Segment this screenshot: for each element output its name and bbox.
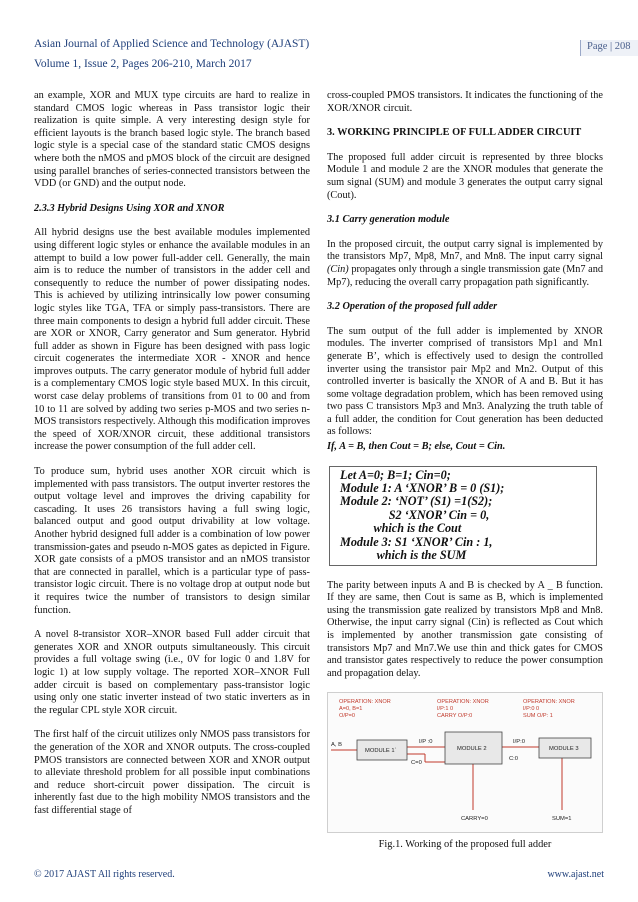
paragraph: All hybrid designs use the best available modules implemented using different logic styles or enhance the available modules in an attempt to build a low power full-adder cell. Generally, the main aim is to reduce the number of transistors in the adder cell and consequently to reduce the number of power dissipating nodes. This is achieved by utilizing intrinsically low power consuming logic styles like TGA, TFA or simply pass-transistors. There are three main components to design a hybrid full adder circuit. These are XOR or XNOR, Carry generator and Sum generator. Hybrid full adder as shown in Figure has been designed with pass logic circuit cogenerates the intermediate XOR - XNOR and hence improves outputs. The carry generator module of hybrid full adder is a complementary CMOS logic style based MUX. In this circuit, worst case delay problems of transitions from 01 to 00 and from 10 to 11 are solved by adding two series p-MOS and two series n-MOS transistors respectively. Although this modification improves the speed of XOR/XNOR circuit, these additional transistors increase the power consumption of the full adder cell.	[34, 227, 310, 453]
op1-line: O/P=0	[339, 713, 356, 720]
code-line: Module 2: ‘NOT’ (S1) =1(S2);	[340, 494, 493, 509]
full-adder-figure	[327, 692, 603, 833]
module2-label: MODULE 2	[457, 746, 487, 753]
logic-example-box	[329, 466, 597, 566]
op2-line: OPERATION: XNOR	[437, 699, 489, 706]
wire-label: C=0	[411, 760, 422, 767]
code-line: S2 ‘XNOR’ Cin = 0,	[340, 507, 490, 522]
paragraph: cross-coupled PMOS transistors. It indicates the functioning of the XOR/XNOR circuit.	[327, 90, 603, 114]
text-emphasis: (Cin)	[327, 263, 349, 275]
paragraph: The proposed full adder circuit is represented by three blocks Module 1 and module 2 are the XNOR modules that generate the sum signal (SUM) and module 3 generates the output carry signal (Cout).	[327, 151, 603, 201]
paragraph: The first half of the circuit utilizes only NMOS pass transistors for the generation of the XOR and XNOR outputs. The cross-coupled PMOS transistors are connected between XOR and XNOR output to alleviate threshold problem for all possible input combinations and reduce short-circuit power dissipation. The circuit is inherently fast due to the high mobility NMOS transistors and the fast differential stage of	[34, 729, 310, 816]
wire-label: I/P :0	[419, 739, 433, 746]
figure-caption: Fig.1. Working of the proposed full adder	[378, 839, 552, 851]
section-heading-2-3-3: 2.3.3 Hybrid Designs Using XOR and XNOR	[34, 202, 225, 214]
section-heading-3-1: 3.1 Carry generation module	[327, 214, 450, 226]
paragraph	[327, 239, 603, 289]
code-line: which is the SUM	[340, 548, 467, 563]
module3-label: MODULE 3	[549, 746, 579, 753]
section-heading-3: 3. WORKING PRINCIPLE OF FULL ADDER CIRCUIT	[327, 127, 582, 139]
page-number: Page | 208	[580, 40, 638, 56]
volume-info: Volume 1, Issue 2, Pages 206-210, March 2017	[34, 58, 252, 70]
op3-line: I/P:0 0	[523, 706, 540, 713]
block-diagram	[327, 692, 603, 833]
wire-label: I/P:0	[513, 739, 525, 746]
code-line: which is the Cout	[340, 521, 462, 536]
code-line: Module 1: A ‘XNOR’ B = 0 (S1);	[340, 481, 505, 496]
code-line: Let A=0; B=1; Cin=0;	[340, 467, 451, 482]
website-link[interactable]: www.ajast.net	[547, 869, 604, 880]
op3-line: OPERATION: XNOR	[523, 699, 575, 706]
sum-output-label: SUM=1	[552, 816, 572, 823]
text-span: In the proposed circuit, the output carry signal is implemented by the transistors Mp7, Mp8, Mn7, and Mn8. The input carry signal	[327, 238, 603, 263]
op1-line: OPERATION: XNOR	[339, 699, 391, 706]
input-label: A, B	[331, 742, 342, 749]
code-line: Module 3: S1 ‘XNOR’ Cin : 1,	[340, 534, 493, 549]
paragraph: an example, XOR and MUX type circuits are hard to realize in standard CMOS logic whereas in Pass transistor logic their realization is quite simple. A very interesting design style for efficient layouts is the branch based logic style. The branch based logic style is a special case of the standard static CMOS designs where both the nMOS and pMOS block of the circuit are designed using parallel branches of series-connected transistors between the VDD (or GND) and the output node.	[34, 90, 310, 190]
op1-line: A=0, B=1	[339, 706, 363, 713]
op2-line: I/P:1 0	[437, 706, 454, 713]
left-column	[34, 90, 310, 829]
copyright: © 2017 AJAST All rights reserved.	[34, 869, 175, 880]
module1-label: MODULE 1`	[365, 748, 397, 755]
carry-output-label: CARRY=0	[461, 816, 488, 823]
journal-title: Asian Journal of Applied Science and Technology (AJAST)	[34, 38, 310, 50]
cout-condition: If, A = B, then Cout = B; else, Cout = Cin.	[327, 441, 506, 453]
wire-label: C:0	[509, 756, 519, 763]
section-heading-3-2: 3.2 Operation of the proposed full adder	[327, 301, 498, 313]
op3-line: SUM O/P: 1	[523, 713, 553, 720]
paragraph: A novel 8-transistor XOR–XNOR based Full adder circuit that generates XOR and XNOR outputs simultaneously. This circuit provides a full voltage swing (i.e., 0V for logic 0 and 1.8V for logic 1) at low supply voltage. The reported XOR–XNOR Full adder circuit is based on complementary pass-transistor logic using only one static inverter instead of two static inverters as in the regular CPL style XOR circuit.	[34, 629, 310, 716]
paragraph: To produce sum, hybrid uses another XOR circuit which is implemented with pass transistors. The output inverter restores the output voltage level and improves the driving capability for cascading. It uses 26 transistors having a full swing logic, balanced output and good output drivability at low voltage. Another hybrid designed full adder is a combination of low power transmission-gates and pseudo n-MOS gates as depicted in Figure. XOR gate consists of a pMOS transistor and an nMOS transistor that are connected in parallel, which is a particular type of pass-transistor logic circuit. There is no voltage drop at output node but it requires twice the number of transistors to design similar function.	[34, 466, 310, 616]
paragraph: The parity between inputs A and B is checked by A _ B function. If they are same, then Cout is same as B, which is implemented using the transmission gate realized by transistors Mp8 and Mn8. Otherwise, the input carry signal (Cin) is reflected as Cout which is implemented by another transmission gate consisting of transistors Mp7 and Mn7.We use thin and thick gates for CMOS and transistor gates respectively to reduce the power consumption and propagation delay.	[327, 579, 603, 679]
text-span: propagates only through a single transmission gate (Mn7 and Mp7), reducing the overall carry propagation path significantly.	[327, 263, 603, 288]
op2-line: CARRY O/P:0	[437, 713, 473, 720]
paragraph: The sum output of the full adder is implemented by XNOR modules. The inverter comprised of transistors Mp1 and Mn1 generate B’, which is effectively used to design the controlled inverter using the transistor pair Mp2 and Mn2. Output of this controlled inverter is basically the XNOR of A and B. But it has some voltage degradation problem, which has been removed using two pass C transistors Mp3 and Mn3. Analyzing the truth table of a full adder, the condition for Cout generation has been deducted as follows:	[327, 325, 603, 438]
right-column	[327, 90, 603, 852]
